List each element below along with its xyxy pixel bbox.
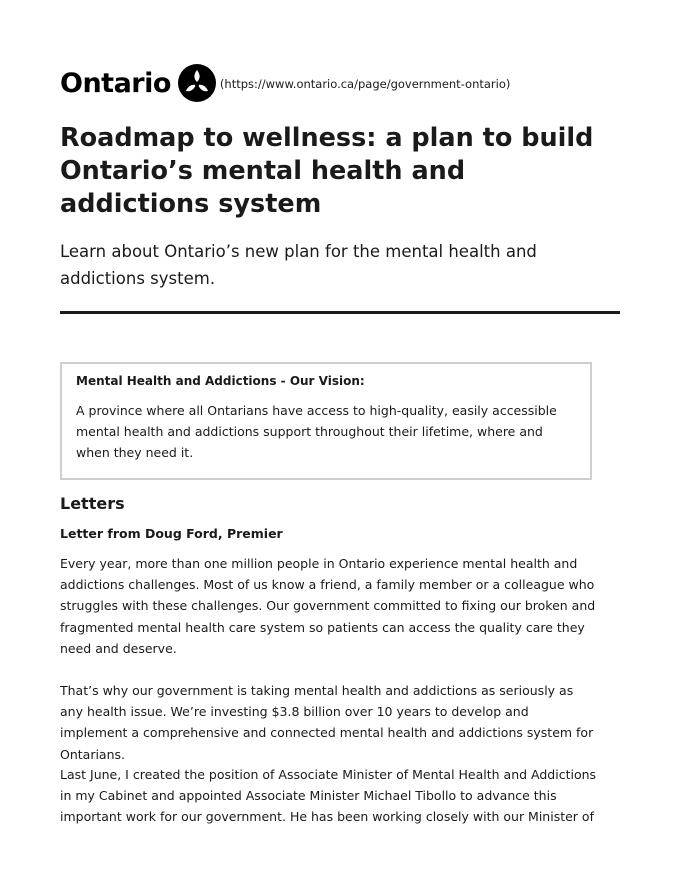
- letters-heading: Letters: [60, 494, 125, 513]
- page-title: Roadmap to wellness: a plan to build Ontario’s mental health and addictions system: [60, 123, 594, 219]
- trillium-icon: [178, 64, 216, 102]
- site-header: [60, 64, 510, 102]
- letter-paragraph: That’s why our government is taking mental health and addictions as seriously as any health issue. We’re investing $3.8 billion over 10 years to develop and implement a comprehensive and connected mental health and addictions system for Ontarians.: [60, 683, 594, 762]
- vision-text: A province where all Ontarians have access to high-quality, easily accessible mental health and addictions support throughout their lifetime, where and when they need it.: [76, 403, 557, 460]
- vision-callout: [60, 362, 592, 480]
- ontario-wordmark[interactable]: Ontario: [60, 67, 171, 99]
- source-url[interactable]: (https://www.ontario.ca/page/government-ontario): [219, 77, 511, 91]
- letter-paragraph: Every year, more than one million people in Ontario experience mental health and addictions challenges. Most of us know a friend, a family member or a colleague who struggles with these challenges. Our government committed to fixing our broken and fragmented mental health care system so patients can access the quality care they need and deserve.: [60, 556, 596, 656]
- page-subtitle: Learn about Ontario’s new plan for the mental health and addictions system.: [60, 242, 537, 288]
- divider: [60, 311, 620, 314]
- vision-title: Mental Health and Addictions - Our Vision:: [76, 374, 365, 388]
- letter-title: Letter from Doug Ford, Premier: [60, 526, 283, 541]
- letter-paragraph: Last June, I created the position of Associate Minister of Mental Health and Addictions in my Cabinet and appointed Associate Minister Michael Tibollo to advance this important work for our government. He has been working closely with our Minister of: [60, 767, 597, 825]
